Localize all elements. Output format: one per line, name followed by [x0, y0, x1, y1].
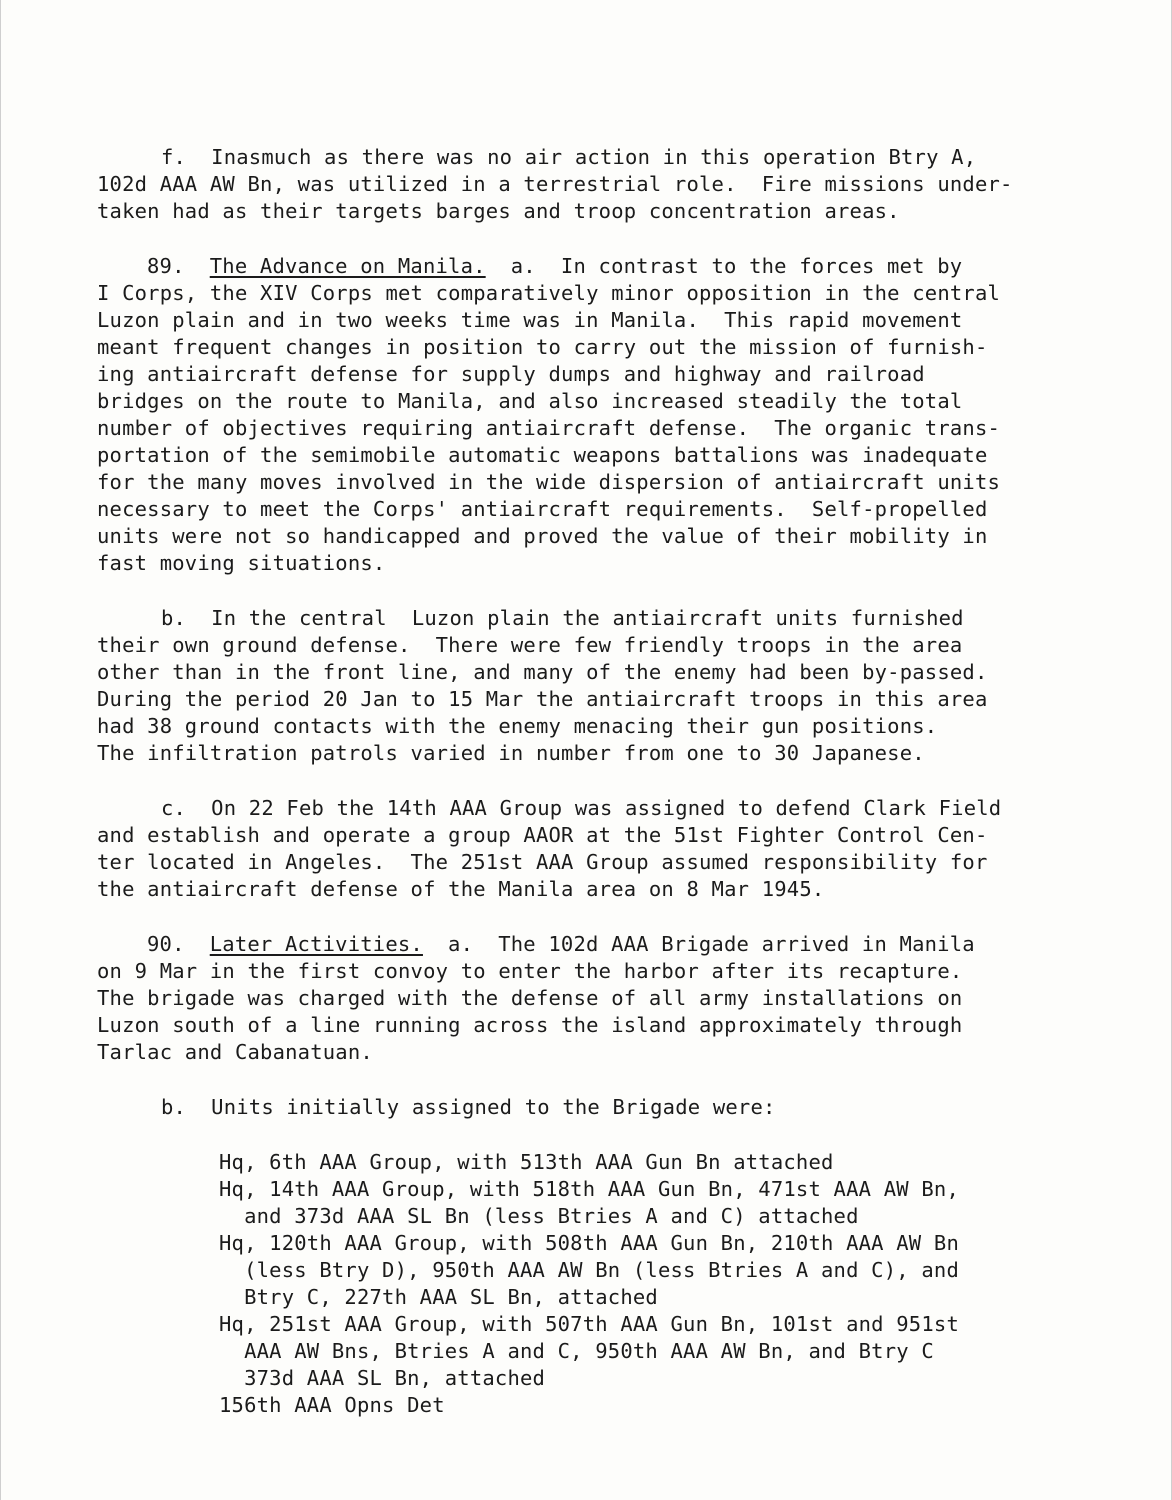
para-89b-line-6: The infiltration patrols varied in number from one to 30 Japanese.: [97, 741, 925, 765]
para-90-line-2: The brigade was charged with the defense of all army installations on: [97, 986, 963, 1010]
unit-line-1: Hq, 6th AAA Group, with 513th AAA Gun Bn attached: [219, 1150, 834, 1174]
para-89-line-2: Luzon plain and in two weeks time was in Manila. This rapid movement: [97, 308, 963, 332]
para-90-number: 90.: [147, 932, 185, 956]
unit-line-3: and 373d AAA SL Bn (less Btries A and C) attached: [219, 1204, 859, 1228]
para-f-line-2: 102d AAA AW Bn, was utilized in a terrestrial role. Fire missions under-: [97, 172, 1013, 196]
para-90-line-3: Luzon south of a line running across the island approximately through: [97, 1013, 963, 1037]
unit-line-6: Btry C, 227th AAA SL Bn, attached: [219, 1285, 658, 1309]
para-89-line-10: units were not so handicapped and proved the value of their mobility in: [97, 524, 988, 548]
para-89-line-8: for the many moves involved in the wide dispersion of antiaircraft units: [97, 470, 1001, 494]
para-f-line-3: taken had as their targets barges and troop concentration areas.: [97, 199, 900, 223]
unit-line-9: 373d AAA SL Bn, attached: [219, 1366, 546, 1390]
para-89b-line-2: their own ground defense. There were few friendly troops in the area: [97, 633, 963, 657]
unit-line-4: Hq, 120th AAA Group, with 508th AAA Gun Bn, 210th AAA AW Bn: [219, 1231, 959, 1255]
para-89-line-9: necessary to meet the Corps' antiaircraft requirements. Self-propelled: [97, 497, 988, 521]
para-90b-lead: b. Units initially assigned to the Brigade were:: [161, 1095, 776, 1119]
unit-line-2: Hq, 14th AAA Group, with 518th AAA Gun Bn, 471st AAA AW Bn,: [219, 1177, 959, 1201]
para-89-line-7: portation of the semimobile automatic weapons battalions was inadequate: [97, 443, 988, 467]
para-89c-line-4: the antiaircraft defense of the Manila area on 8 Mar 1945.: [97, 877, 825, 901]
para-89-heading: The Advance on Manila.: [209, 254, 486, 278]
unit-line-5: (less Btry D), 950th AAA AW Bn (less Btries A and C), and: [219, 1258, 959, 1282]
para-89-first-line: [147, 253, 962, 280]
para-89-line-1: I Corps, the XIV Corps met comparatively minor opposition in the central: [97, 281, 1001, 305]
unit-line-8: AAA AW Bns, Btries A and C, 950th AAA AW Bn, and Btry C: [219, 1339, 934, 1363]
para-89-a-lead: a. In contrast to the forces met by: [510, 254, 963, 278]
para-89-line-3: meant frequent changes in position to carry out the mission of furnish-: [97, 335, 988, 359]
para-90-heading: Later Activities.: [209, 932, 423, 956]
para-89-number: 89.: [147, 254, 185, 278]
para-89c-line-2: and establish and operate a group AAOR at the 51st Fighter Control Cen-: [97, 823, 988, 847]
para-f-line-1: f. Inasmuch as there was no air action in this operation Btry A,: [161, 145, 977, 169]
para-89c-line-1: c. On 22 Feb the 14th AAA Group was assigned to defend Clark Field: [161, 796, 1002, 820]
para-89-line-6: number of objectives requiring antiaircraft defense. The organic trans-: [97, 416, 1001, 440]
para-89c-line-3: ter located in Angeles. The 251st AAA Group assumed responsibility for: [97, 850, 988, 874]
para-90-line-4: Tarlac and Cabanatuan.: [97, 1040, 373, 1064]
para-89-line-4: ing antiaircraft defense for supply dumps and highway and railroad: [97, 362, 925, 386]
para-90-a-lead: a. The 102d AAA Brigade arrived in Manila: [448, 932, 975, 956]
para-90-line-1: on 9 Mar in the first convoy to enter the harbor after its recapture.: [97, 959, 963, 983]
unit-line-10: 156th AAA Opns Det: [219, 1393, 445, 1417]
para-89b-line-3: other than in the front line, and many of the enemy had been by-passed.: [97, 660, 988, 684]
para-89-line-5: bridges on the route to Manila, and also increased steadily the total: [97, 389, 963, 413]
unit-line-7: Hq, 251st AAA Group, with 507th AAA Gun Bn, 101st and 951st: [219, 1312, 959, 1336]
para-89-line-11: fast moving situations.: [97, 551, 386, 575]
para-89b-line-5: had 38 ground contacts with the enemy menacing their gun positions.: [97, 714, 938, 738]
para-89b-line-1: b. In the central Luzon plain the antiaircraft units furnished: [161, 606, 964, 630]
para-90-first-line: [147, 931, 975, 958]
para-89b-line-4: During the period 20 Jan to 15 Mar the antiaircraft troops in this area: [97, 687, 988, 711]
